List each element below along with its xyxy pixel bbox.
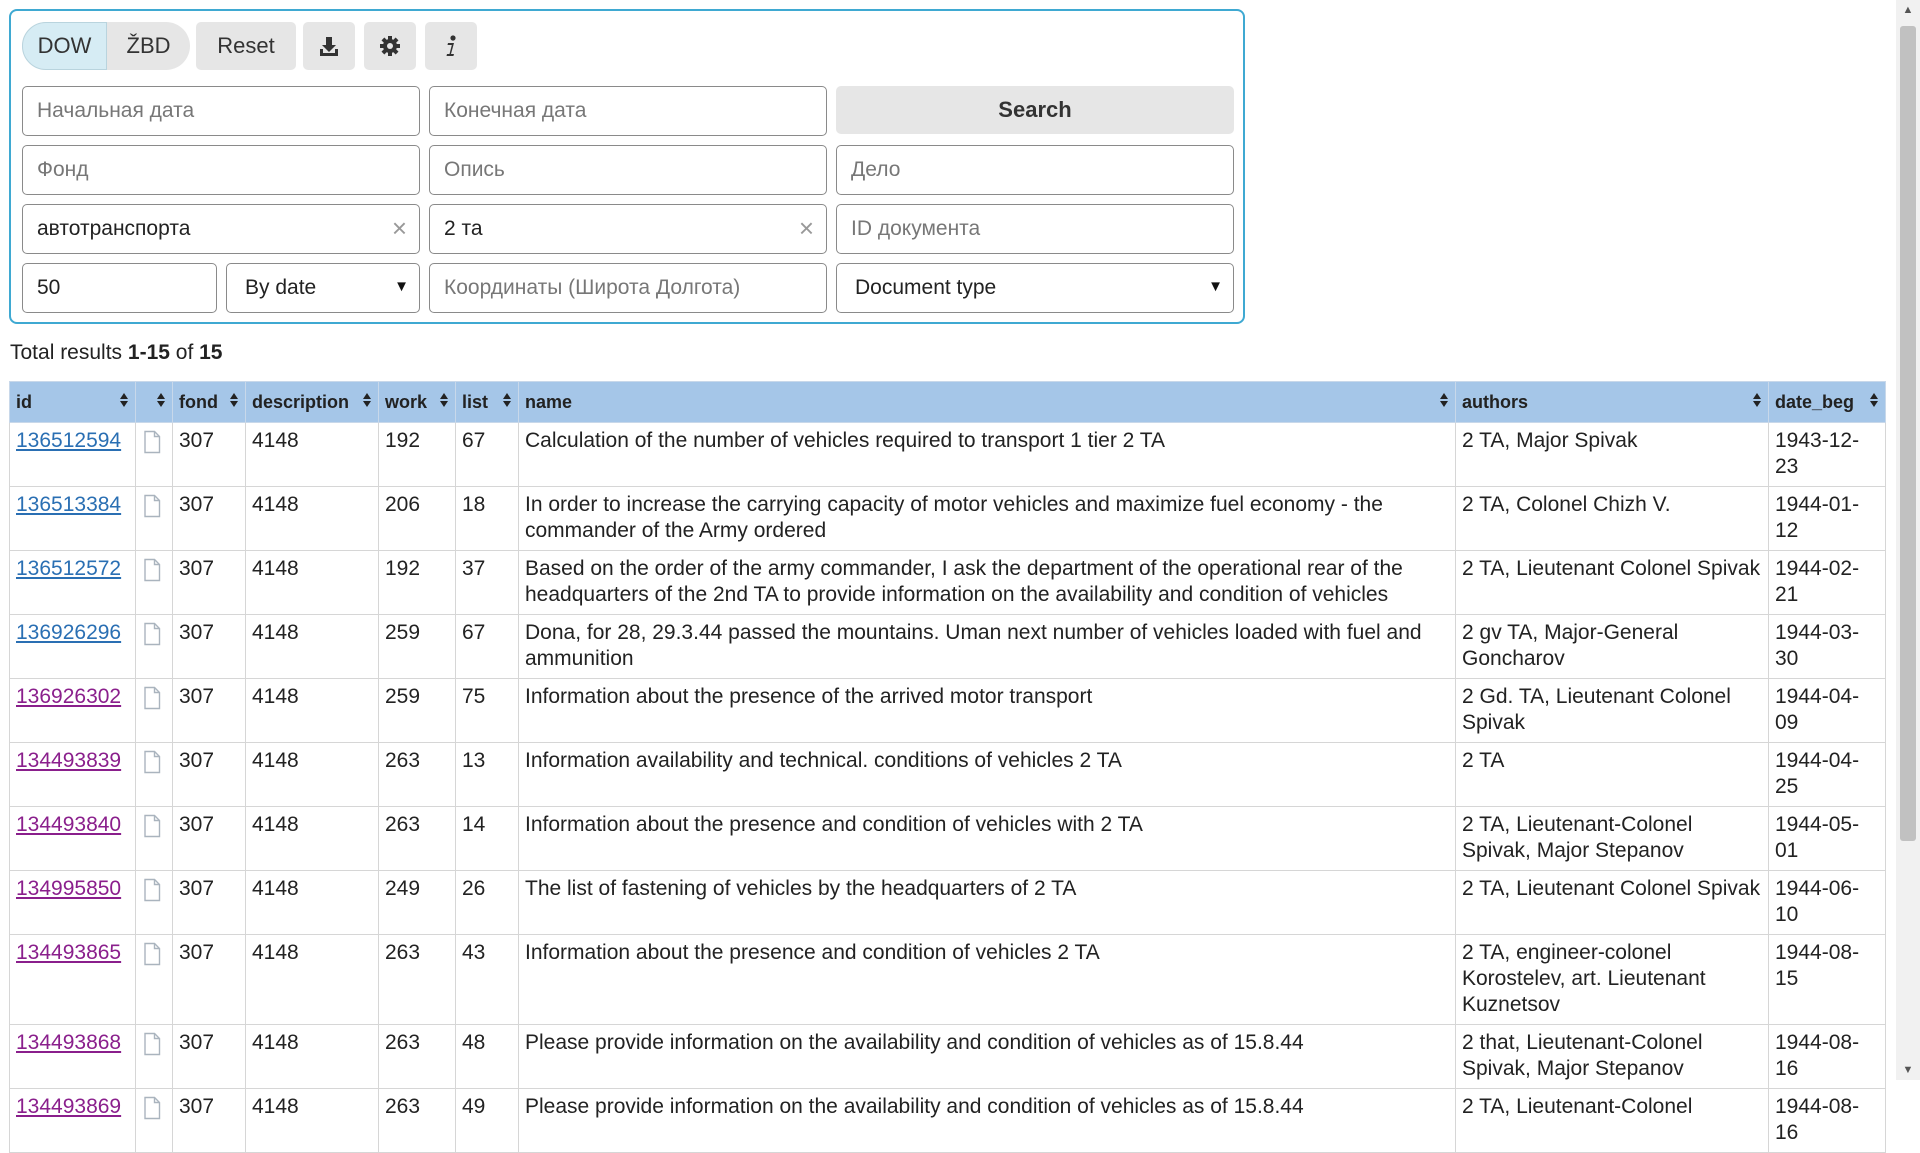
cell-authors-text: 2 TA	[1462, 749, 1505, 772]
cell-id	[10, 871, 136, 935]
document-id-link[interactable]: 134493868	[16, 1031, 122, 1054]
cell-name	[519, 615, 1456, 679]
cell-date-beg-text: 1944-01-12	[1775, 493, 1860, 542]
cell-work-text: 263	[385, 1095, 421, 1118]
download-icon	[318, 35, 340, 57]
cell-work	[379, 615, 456, 679]
column-header-authors-label: authors	[1462, 391, 1529, 412]
cell-description	[246, 423, 379, 487]
cell-date-beg	[1769, 1025, 1886, 1089]
cell-date-beg	[1769, 423, 1886, 487]
cell-description	[246, 615, 379, 679]
toggle-dow[interactable]: DOW	[22, 22, 107, 70]
cell-id	[10, 935, 136, 1025]
sort-icon[interactable]	[362, 390, 372, 410]
document-id-link[interactable]: 134493869	[16, 1095, 122, 1118]
cell-list	[456, 551, 519, 615]
cell-id	[10, 1089, 136, 1153]
document-icon[interactable]	[142, 942, 162, 966]
column-header-work[interactable]	[379, 382, 456, 423]
cell-list-text: 14	[462, 813, 486, 836]
document-id-link[interactable]: 134493839	[16, 749, 122, 772]
cell-list-text: 48	[462, 1031, 486, 1054]
vertical-scrollbar[interactable]	[1896, 0, 1920, 1080]
cell-work	[379, 935, 456, 1025]
document-icon[interactable]	[142, 1096, 162, 1120]
keyword-input-2[interactable]	[429, 204, 827, 254]
document-icon[interactable]	[142, 622, 162, 646]
cell-description	[246, 487, 379, 551]
cell-id	[10, 743, 136, 807]
cell-name	[519, 423, 1456, 487]
cell-fond-text: 307	[179, 621, 215, 644]
cell-authors-text: 2 TA, Major Spivak	[1462, 429, 1638, 452]
document-icon[interactable]	[142, 430, 162, 454]
cell-description-text: 4148	[252, 621, 299, 644]
results-body	[10, 423, 1886, 1153]
cell-date-beg-text: 1944-02-21	[1775, 557, 1860, 606]
cell-authors	[1456, 743, 1769, 807]
column-header-name-label: name	[525, 391, 573, 412]
cell-list-text: 75	[462, 685, 486, 708]
cell-icon	[136, 551, 173, 615]
cell-fond-text: 307	[179, 429, 215, 452]
sort-icon[interactable]	[229, 390, 239, 410]
info-button[interactable]	[425, 22, 477, 70]
sort-icon[interactable]	[1869, 390, 1879, 410]
cell-description-text: 4148	[252, 493, 299, 516]
cell-list	[456, 423, 519, 487]
cell-icon	[136, 935, 173, 1025]
document-icon[interactable]	[142, 494, 162, 518]
cell-fond	[173, 1025, 246, 1089]
cell-id	[10, 615, 136, 679]
cell-list	[456, 743, 519, 807]
cell-fond	[173, 1089, 246, 1153]
cell-list-text: 13	[462, 749, 486, 772]
cell-icon	[136, 423, 173, 487]
cell-fond-text: 307	[179, 749, 215, 772]
cell-list-text: 43	[462, 941, 486, 964]
document-icon[interactable]	[142, 1032, 162, 1056]
scroll-down-icon[interactable]: ▼	[1902, 1064, 1914, 1076]
results-range: 1-15	[127, 341, 170, 364]
column-header-authors[interactable]	[1456, 382, 1769, 423]
cell-id	[10, 423, 136, 487]
cell-fond	[173, 743, 246, 807]
cell-description	[246, 551, 379, 615]
cell-date-beg-text: 1944-04-09	[1775, 685, 1860, 734]
cell-list	[456, 871, 519, 935]
table-header-row	[10, 382, 1886, 423]
cell-description-text: 4148	[252, 429, 299, 452]
table-row[interactable]	[10, 679, 1886, 743]
cell-authors	[1456, 1089, 1769, 1153]
cell-name	[519, 743, 1456, 807]
document-id-link[interactable]: 136926296	[16, 621, 122, 644]
clear-icon[interactable]: ×	[391, 213, 407, 243]
cell-date-beg-text: 1944-04-25	[1775, 749, 1860, 798]
cell-name	[519, 487, 1456, 551]
cell-name-text: Please provide information on the availability and condition of vehicles as of 15.8.44	[525, 1031, 1304, 1054]
scroll-up-icon[interactable]: ▲	[1902, 4, 1914, 16]
column-header-icon[interactable]	[136, 382, 173, 423]
table-row[interactable]	[10, 871, 1886, 935]
cell-date-beg-text: 1944-03-30	[1775, 621, 1860, 670]
document-icon[interactable]	[142, 686, 162, 710]
cell-authors	[1456, 487, 1769, 551]
cell-work-text: 263	[385, 1031, 421, 1054]
cell-description-text: 4148	[252, 1095, 299, 1118]
cell-authors	[1456, 679, 1769, 743]
cell-list-text: 67	[462, 429, 486, 452]
cell-list	[456, 807, 519, 871]
cell-icon	[136, 1089, 173, 1153]
cell-authors-text: 2 TA, Colonel Chizh V.	[1462, 493, 1671, 516]
cell-icon	[136, 1025, 173, 1089]
cell-work	[379, 871, 456, 935]
cell-fond-text: 307	[179, 941, 215, 964]
cell-fond-text: 307	[179, 557, 215, 580]
cell-fond	[173, 871, 246, 935]
cell-authors-text: 2 gv TA, Major-General Goncharov	[1462, 621, 1679, 670]
cell-authors-text: 2 TA, Lieutenant-Colonel	[1462, 1095, 1693, 1118]
document-icon[interactable]	[142, 878, 162, 902]
coordinates-input[interactable]: Координаты (Широта Долгота)	[429, 263, 827, 313]
chevron-down-icon: ▼	[394, 278, 409, 295]
cell-description	[246, 679, 379, 743]
cell-description	[246, 1025, 379, 1089]
cell-list	[456, 679, 519, 743]
reset-button[interactable]: Reset	[196, 22, 296, 70]
gear-icon	[379, 35, 401, 57]
document-icon[interactable]	[142, 814, 162, 838]
cell-description-text: 4148	[252, 813, 299, 836]
cell-work-text: 259	[385, 621, 421, 644]
cell-id	[10, 487, 136, 551]
cell-list-text: 37	[462, 557, 486, 580]
cell-date-beg	[1769, 615, 1886, 679]
cell-fond-text: 307	[179, 685, 215, 708]
cell-name-text: Information about the presence and condition of vehicles with 2 TA	[525, 813, 1143, 836]
cell-date-beg-text: 1943-12-23	[1775, 429, 1860, 478]
toggle-zbd[interactable]: ŽBD	[126, 33, 171, 58]
cell-fond	[173, 487, 246, 551]
download-button[interactable]	[303, 22, 355, 70]
cell-name	[519, 935, 1456, 1025]
column-header-list[interactable]	[456, 382, 519, 423]
opis-input[interactable]: Опись	[429, 145, 827, 195]
cell-work	[379, 423, 456, 487]
cell-fond-text: 307	[179, 1095, 215, 1118]
cell-id	[10, 807, 136, 871]
cell-list-text: 49	[462, 1095, 486, 1118]
cell-fond	[173, 679, 246, 743]
cell-list-text: 26	[462, 877, 486, 900]
cell-work	[379, 1089, 456, 1153]
cell-work-text: 206	[385, 493, 421, 516]
results-total: 15	[199, 341, 223, 364]
info-icon	[440, 34, 462, 58]
column-header-fond-label: fond	[179, 391, 218, 412]
cell-date-beg-text: 1944-06-10	[1775, 877, 1860, 926]
sort-icon[interactable]	[1752, 390, 1762, 410]
cell-authors-text: 2 TA, engineer-colonel Korostelev, art. Lieutenant Kuznetsov	[1462, 941, 1706, 1016]
cell-description-text: 4148	[252, 877, 299, 900]
cell-work-text: 263	[385, 941, 421, 964]
table-row[interactable]	[10, 423, 1886, 487]
cell-authors	[1456, 423, 1769, 487]
cell-authors	[1456, 551, 1769, 615]
cell-work	[379, 487, 456, 551]
cell-fond	[173, 935, 246, 1025]
cell-work-text: 192	[385, 557, 421, 580]
clear-icon[interactable]: ×	[798, 213, 814, 243]
sort-icon[interactable]	[156, 390, 166, 410]
cell-authors-text: 2 Gd. TA, Lieutenant Colonel Spivak	[1462, 685, 1731, 734]
cell-description-text: 4148	[252, 941, 299, 964]
cell-list	[456, 935, 519, 1025]
document-id-link[interactable]: 134995850	[16, 877, 122, 900]
cell-date-beg	[1769, 679, 1886, 743]
cell-authors	[1456, 615, 1769, 679]
cell-date-beg-text: 1944-05-01	[1775, 813, 1860, 862]
column-header-date-beg[interactable]	[1769, 382, 1886, 423]
column-header-fond[interactable]	[173, 382, 246, 423]
cell-list	[456, 487, 519, 551]
cell-name-text: In order to increase the carrying capacity of motor vehicles and maximize fuel economy - the commander of the Army ordered	[525, 493, 1383, 542]
cell-name-text: Calculation of the number of vehicles required to transport 1 tier 2 TA	[525, 429, 1166, 452]
cell-work-text: 263	[385, 749, 421, 772]
cell-work	[379, 1025, 456, 1089]
cell-fond-text: 307	[179, 877, 215, 900]
cell-description	[246, 743, 379, 807]
cell-date-beg	[1769, 1089, 1886, 1153]
cell-work-text: 249	[385, 877, 421, 900]
cell-name	[519, 807, 1456, 871]
cell-description	[246, 935, 379, 1025]
column-header-description[interactable]	[246, 382, 379, 423]
cell-description	[246, 807, 379, 871]
cell-date-beg	[1769, 807, 1886, 871]
cell-icon	[136, 871, 173, 935]
cell-description-text: 4148	[252, 749, 299, 772]
document-type-select-value: Document type	[855, 276, 997, 299]
cell-fond-text: 307	[179, 813, 215, 836]
cell-id	[10, 679, 136, 743]
cell-name	[519, 1025, 1456, 1089]
cell-list	[456, 1089, 519, 1153]
search-button[interactable]: Search	[836, 86, 1234, 134]
column-header-name[interactable]	[519, 382, 1456, 423]
cell-description	[246, 1089, 379, 1153]
cell-authors	[1456, 935, 1769, 1025]
document-id-link[interactable]: 136513384	[16, 493, 122, 516]
cell-authors-text: 2 that, Lieutenant-Colonel Spivak, Major Stepanov	[1462, 1031, 1703, 1080]
keyword-input-1-value: автотранспорта	[37, 217, 191, 240]
sort-icon[interactable]	[439, 390, 449, 410]
cell-work	[379, 551, 456, 615]
cell-icon	[136, 487, 173, 551]
start-date-input[interactable]: Начальная дата	[22, 86, 420, 136]
cell-list-text: 67	[462, 621, 486, 644]
column-header-date-beg-label: date_beg	[1775, 391, 1855, 412]
table-row[interactable]	[10, 1025, 1886, 1089]
cell-work	[379, 743, 456, 807]
table-row[interactable]	[10, 487, 1886, 551]
cell-icon	[136, 615, 173, 679]
limit-input[interactable]: 50	[22, 263, 217, 313]
column-header-id[interactable]	[10, 382, 136, 423]
document-id-link[interactable]: 136926302	[16, 685, 122, 708]
sort-icon[interactable]	[119, 390, 129, 410]
end-date-input[interactable]: Конечная дата	[429, 86, 827, 136]
cell-fond	[173, 807, 246, 871]
results-table	[9, 381, 1886, 1153]
column-header-description-label: description	[252, 391, 350, 412]
cell-icon	[136, 679, 173, 743]
cell-id	[10, 551, 136, 615]
delo-input[interactable]: Дело	[836, 145, 1234, 195]
cell-icon	[136, 807, 173, 871]
cell-date-beg	[1769, 551, 1886, 615]
cell-work	[379, 807, 456, 871]
table-row[interactable]	[10, 743, 1886, 807]
table-row[interactable]	[10, 807, 1886, 871]
cell-fond	[173, 615, 246, 679]
results-summary	[10, 341, 222, 365]
keyword-input-2-value: 2 та	[444, 217, 483, 240]
document-type-select[interactable]	[836, 263, 1234, 313]
sort-icon[interactable]	[1439, 390, 1449, 410]
cell-list	[456, 1025, 519, 1089]
column-header-id-label: id	[16, 391, 32, 412]
results-summary-prefix: Total results	[10, 341, 123, 364]
document-icon[interactable]	[142, 558, 162, 582]
document-id-link[interactable]: 136512594	[16, 429, 122, 452]
cell-icon	[136, 743, 173, 807]
scrollbar-thumb[interactable]	[1900, 26, 1916, 841]
cell-date-beg-text: 1944-08-15	[1775, 941, 1860, 990]
cell-name-text: The list of fastening of vehicles by the headquarters of 2 TA	[525, 877, 1077, 900]
table-row[interactable]	[10, 551, 1886, 615]
cell-fond-text: 307	[179, 1031, 215, 1054]
cell-name-text: Please provide information on the availability and condition of vehicles as of 15.8.44	[525, 1095, 1304, 1118]
cell-date-beg	[1769, 743, 1886, 807]
cell-description-text: 4148	[252, 557, 299, 580]
cell-name	[519, 871, 1456, 935]
cell-name-text: Based on the order of the army commander, I ask the department of the operational rear of the headquarters of the 2nd TA to provide information on the availability and condition of vehicles	[525, 557, 1403, 606]
cell-name	[519, 551, 1456, 615]
sort-select-value: By date	[245, 276, 317, 299]
cell-date-beg	[1769, 935, 1886, 1025]
cell-work-text: 263	[385, 813, 421, 836]
cell-date-beg-text: 1944-08-16	[1775, 1095, 1860, 1144]
cell-name	[519, 679, 1456, 743]
table-row[interactable]	[10, 615, 1886, 679]
cell-name-text: Information about the presence and condition of vehicles 2 TA	[525, 941, 1100, 964]
cell-list	[456, 615, 519, 679]
sort-icon[interactable]	[502, 390, 512, 410]
column-header-list-label: list	[462, 391, 489, 412]
cell-work-text: 259	[385, 685, 421, 708]
cell-name-text: Information about the presence of the arrived motor transport	[525, 685, 1093, 708]
fond-input[interactable]: Фонд	[22, 145, 420, 195]
keyword-input-1[interactable]	[22, 204, 420, 254]
settings-button[interactable]	[364, 22, 416, 70]
search-panel	[9, 9, 1245, 324]
source-toggle[interactable]	[22, 22, 190, 70]
cell-name-text: Dona, for 28, 29.3.44 passed the mountains. Uman next number of vehicles loaded with fuel and ammunition	[525, 621, 1422, 670]
cell-name-text: Information availability and technical. conditions of vehicles 2 TA	[525, 749, 1122, 772]
document-id-link[interactable]: 136512572	[16, 557, 122, 580]
cell-list-text: 18	[462, 493, 486, 516]
results-summary-of: of	[175, 341, 194, 364]
cell-description	[246, 871, 379, 935]
cell-authors	[1456, 807, 1769, 871]
cell-work	[379, 679, 456, 743]
cell-date-beg	[1769, 487, 1886, 551]
cell-authors-text: 2 TA, Lieutenant Colonel Spivak	[1462, 557, 1761, 580]
cell-authors	[1456, 1025, 1769, 1089]
cell-date-beg	[1769, 871, 1886, 935]
document-icon[interactable]	[142, 750, 162, 774]
cell-fond-text: 307	[179, 493, 215, 516]
cell-name	[519, 1089, 1456, 1153]
cell-authors-text: 2 TA, Lieutenant Colonel Spivak	[1462, 877, 1761, 900]
table-row[interactable]	[10, 935, 1886, 1025]
document-id-link[interactable]: 134493840	[16, 813, 122, 836]
cell-authors-text: 2 TA, Lieutenant-Colonel Spivak, Major Stepanov	[1462, 813, 1693, 862]
chevron-down-icon: ▼	[1208, 278, 1223, 295]
cell-description-text: 4148	[252, 1031, 299, 1054]
cell-authors	[1456, 871, 1769, 935]
cell-description-text: 4148	[252, 685, 299, 708]
cell-date-beg-text: 1944-08-16	[1775, 1031, 1860, 1080]
document-id-link[interactable]: 134493865	[16, 941, 122, 964]
table-row[interactable]	[10, 1089, 1886, 1153]
sort-select[interactable]	[226, 263, 420, 313]
cell-fond	[173, 551, 246, 615]
cell-fond	[173, 423, 246, 487]
column-header-work-label: work	[385, 391, 428, 412]
cell-id	[10, 1025, 136, 1089]
cell-work-text: 192	[385, 429, 421, 452]
document-id-input[interactable]: ID документа	[836, 204, 1234, 254]
